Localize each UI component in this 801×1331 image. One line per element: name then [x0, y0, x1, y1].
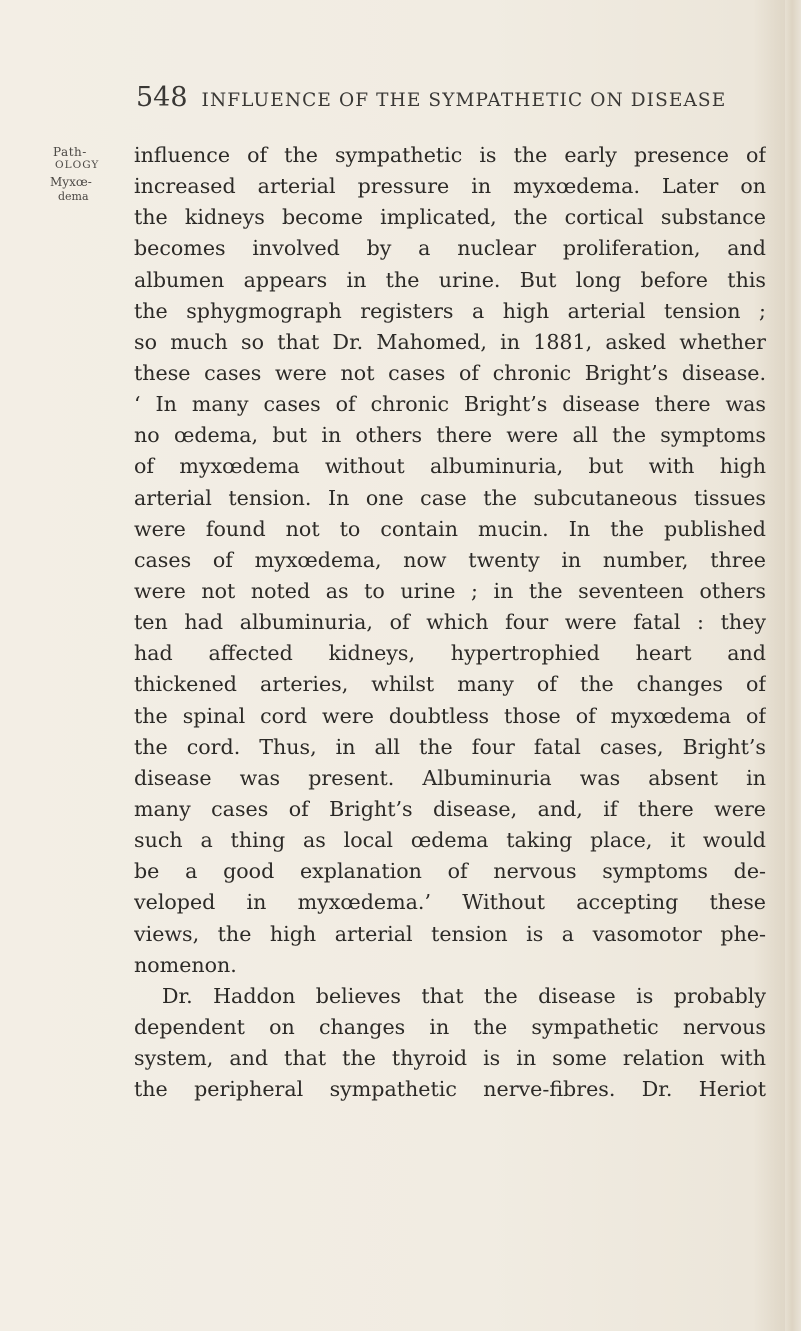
text-line: the cord. Thus, in all the four fatal cases, Bright’s	[134, 734, 766, 759]
text-line: of myxœdema without albuminuria, but with high	[134, 454, 766, 479]
text-line: such a thing as local œdema taking place, it would	[134, 828, 766, 853]
text-line: increased arterial pressure in myxœdema. Later on	[134, 174, 766, 199]
text-line: had affected kidneys, hypertrophied heart and	[134, 641, 766, 666]
text-line: ten had albuminuria, of which four were fatal : they	[134, 610, 766, 635]
page-header	[136, 82, 756, 122]
text-line: views, the high arterial tension is a vasomotor phe-	[134, 921, 766, 946]
text-line: the spinal cord were doubtless those of myxœdema of	[134, 703, 766, 728]
text-line: the sphygmograph registers a high arterial tension ;	[134, 298, 766, 323]
text-line: disease was present. Albuminuria was absent in	[134, 765, 766, 790]
page-edge	[785, 0, 801, 1331]
running-head: INFLUENCE OF THE SYMPATHETIC ON DISEASE	[201, 90, 727, 111]
text-line: the peripheral sympathetic nerve-fibres. Dr. Heriot	[134, 1077, 766, 1102]
text-line: were found not to contain mucin. In the published	[134, 516, 766, 541]
text-line: thickened arteries, whilst many of the changes of	[134, 672, 766, 697]
text-line: these cases were not cases of chronic Bright’s disease.	[134, 360, 766, 385]
text-line: ‘ In many cases of chronic Bright’s disease there was	[134, 392, 766, 417]
text-line: the kidneys become implicated, the cortical substance	[134, 205, 766, 230]
body-text	[134, 140, 766, 1105]
text-line: system, and that the thyroid is in some relation with	[134, 1046, 766, 1071]
text-line: veloped in myxœdema.’ Without accepting these	[134, 890, 766, 915]
margin-note-dema: dema	[58, 190, 89, 203]
margin-note-ology: OLOGY	[55, 159, 100, 171]
text-line: arterial tension. In one case the subcutaneous tissues	[134, 485, 766, 510]
margin-note-myxoe: Myxœ-	[50, 175, 92, 189]
text-line: be a good explanation of nervous symptoms de-	[134, 859, 766, 884]
text-line: dependent on changes in the sympathetic nervous	[134, 1014, 766, 1039]
text-line: albumen appears in the urine. But long before this	[134, 267, 766, 292]
text-line: nomenon.	[134, 952, 237, 977]
page-number: 548	[136, 82, 188, 113]
text-line: many cases of Bright’s disease, and, if there were	[134, 796, 766, 821]
text-line: Dr. Haddon believes that the disease is probably	[162, 983, 766, 1008]
text-line: cases of myxœdema, now twenty in number, three	[134, 547, 766, 572]
text-line: no œdema, but in others there were all the symptoms	[134, 423, 766, 448]
margin-note-path: Path-	[53, 145, 87, 159]
text-line: becomes involved by a nuclear proliferation, and	[134, 236, 766, 261]
text-line: influence of the sympathetic is the early presence of	[134, 143, 766, 167]
text-line: so much so that Dr. Mahomed, in 1881, asked whether	[134, 329, 766, 354]
text-line: were not noted as to urine ; in the seventeen others	[134, 578, 766, 603]
